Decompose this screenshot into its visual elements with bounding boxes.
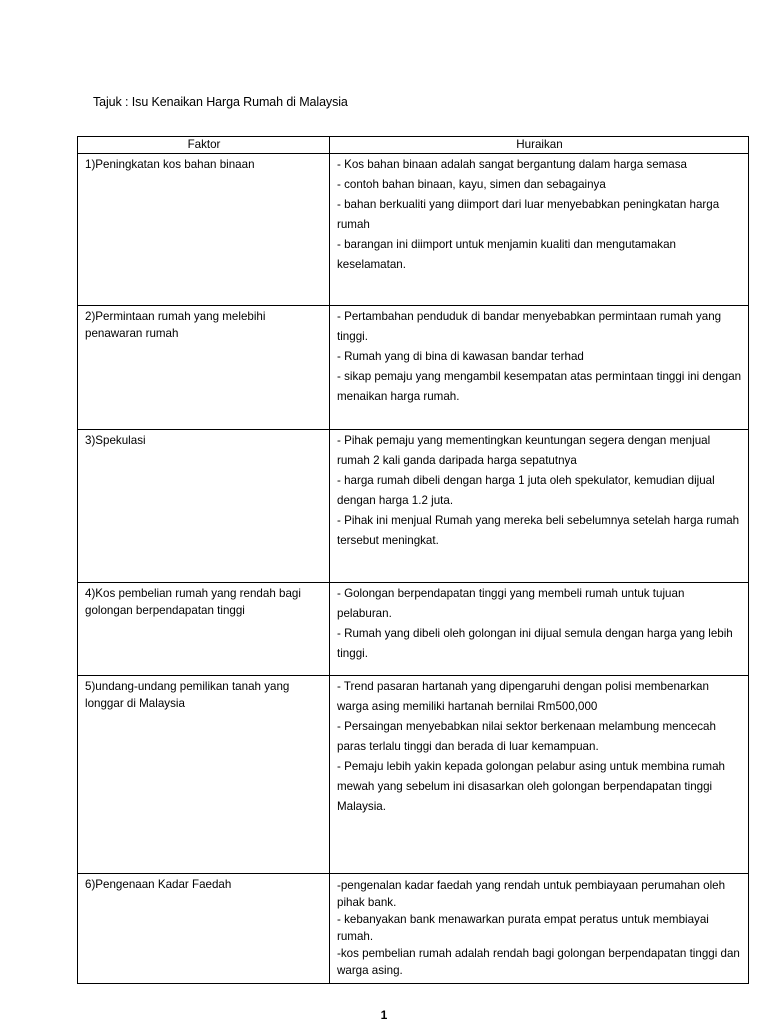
header-huraikan: Huraikan — [330, 137, 749, 154]
huraikan-point: - Golongan berpendapatan tinggi yang membeli rumah untuk tujuan pelaburan. — [337, 587, 685, 620]
huraikan-cell — [330, 874, 749, 984]
faktor-cell: 1)Peningkatan kos bahan binaan — [78, 154, 330, 306]
huraikan-cell — [330, 676, 749, 874]
huraikan-point: - bahan berkualiti yang diimport dari luar menyebabkan peningkatan harga rumah — [337, 198, 720, 231]
huraikan-point: - Rumah yang dibeli oleh golongan ini dijual semula dengan harga yang lebih tinggi. — [337, 627, 733, 660]
table-row — [78, 874, 749, 984]
huraikan-cell — [330, 430, 749, 583]
faktor-cell: 4)Kos pembelian rumah yang rendah bagi golongan berpendapatan tinggi — [78, 583, 330, 676]
table-header-row — [78, 137, 749, 154]
header-faktor: Faktor — [78, 137, 330, 154]
table-row — [78, 676, 749, 874]
document-title: Tajuk : Isu Kenaikan Harga Rumah di Malaysia — [93, 95, 348, 109]
table-row — [78, 583, 749, 676]
faktor-cell: 5)undang-undang pemilikan tanah yang longgar di Malaysia — [78, 676, 330, 874]
huraikan-point: - harga rumah dibeli dengan harga 1 juta oleh spekulator, kemudian dijual dengan harga 1.2 juta. — [337, 474, 715, 507]
factors-table — [77, 136, 749, 984]
huraikan-point: - Pemaju lebih yakin kepada golongan pelabur asing untuk membina rumah mewah yang sebelum ini disasarkan oleh golongan berpendapatan tinggi Malaysia. — [337, 760, 725, 813]
huraikan-point: -pengenalan kadar faedah yang rendah untuk pembiayaan perumahan oleh pihak bank. — [337, 879, 726, 909]
faktor-cell: 2)Permintaan rumah yang melebihi penawaran rumah — [78, 306, 330, 430]
table-row — [78, 430, 749, 583]
table-row — [78, 154, 749, 306]
huraikan-point: - Trend pasaran hartanah yang dipengaruhi dengan polisi membenarkan warga asing memiliki hartanah bernilai Rm500,000 — [337, 680, 709, 713]
huraikan-point: - Pihak pemaju yang mementingkan keuntungan segera dengan menjual rumah 2 kali ganda daripada harga sepatutnya — [337, 434, 711, 467]
huraikan-point: - sikap pemaju yang mengambil kesempatan atas permintaan tinggi ini dengan menaikan harga rumah. — [337, 370, 742, 403]
huraikan-point: - kebanyakan bank menawarkan purata empat peratus untuk membiayai rumah. — [337, 913, 709, 943]
huraikan-point: - Pertambahan penduduk di bandar menyebabkan permintaan rumah yang tinggi. — [337, 310, 722, 343]
huraikan-point: - Persaingan menyebabkan nilai sektor berkenaan melambung mencecah paras terlalu tinggi dan berada di luar kemampuan. — [337, 720, 716, 753]
huraikan-cell — [330, 306, 749, 430]
faktor-cell: 3)Spekulasi — [78, 430, 330, 583]
page-number: 1 — [380, 1008, 388, 1022]
faktor-cell: 6)Pengenaan Kadar Faedah — [78, 874, 330, 984]
huraikan-point: - Kos bahan binaan adalah sangat bergantung dalam harga semasa — [337, 158, 687, 171]
huraikan-point: - Pihak ini menjual Rumah yang mereka beli sebelumnya setelah harga rumah tersebut meningkat. — [337, 514, 740, 547]
huraikan-point: - barangan ini diimport untuk menjamin kualiti dan mengutamakan keselamatan. — [337, 238, 676, 271]
table-row — [78, 306, 749, 430]
huraikan-cell — [330, 583, 749, 676]
huraikan-point: - Rumah yang di bina di kawasan bandar terhad — [337, 350, 584, 363]
huraikan-point: - contoh bahan binaan, kayu, simen dan sebagainya — [337, 178, 606, 191]
huraikan-point: -kos pembelian rumah adalah rendah bagi golongan berpendapatan tinggi dan warga asing. — [337, 947, 740, 977]
huraikan-cell — [330, 154, 749, 306]
